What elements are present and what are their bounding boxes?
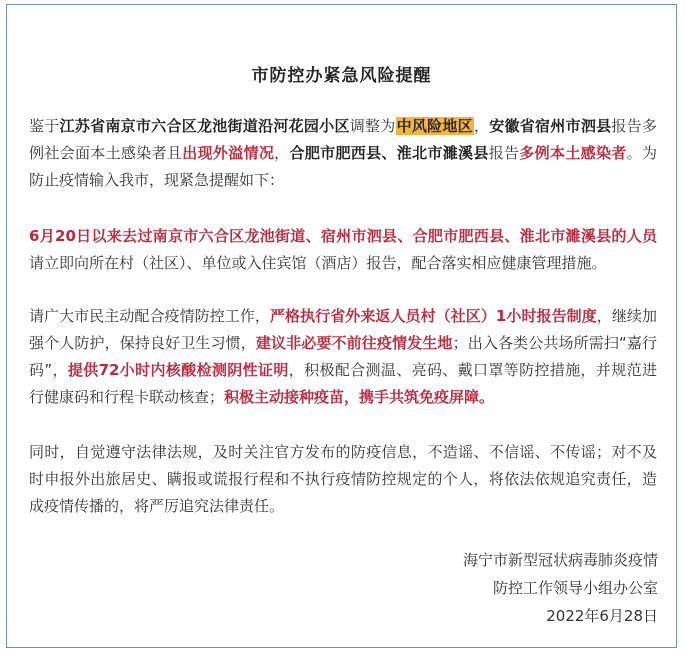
report-rule-warning: 严格执行省外来返人员村（社区）1小时报告制度 — [269, 307, 597, 325]
text-segment: 请广大市民主动配合疫情防控工作， — [29, 307, 270, 325]
text-segment: 调整为 — [349, 117, 396, 135]
text-segment: 请立即向所在村（社区）、单位或入住宾馆（酒店）报告，配合落实相应健康管理措施。 — [29, 254, 607, 272]
vaccine-warning: 积极主动接种疫苗，携手共筑免疫屏障。 — [224, 388, 495, 406]
text-segment: 。为防止疫情输入我市，现紧急提醒如下： — [29, 144, 657, 189]
text-segment: 同时，自觉遵守法律法规，及时关注官方发布的防疫信息，不造谣、不信谣、不传谣；对不及时申报外出旅居史、瞒报或谎报行程和不执行疫情防控规定的个人，将依法依规追究责任，造成疫情传播的，将严厉追究法律责任。 — [29, 443, 657, 515]
spillover-warning: 出现外溢情况 — [182, 144, 275, 162]
local-cases-warning: 多例本土感染者 — [519, 144, 627, 162]
nucleic-test-warning: 提供72小时内核酸检测阴性证明 — [67, 361, 289, 379]
travel-advice-warning: 建议非必要不前往疫情发生地 — [255, 334, 453, 352]
text-segment: ， — [274, 144, 290, 162]
signature-date: 2022年6月28日 — [546, 607, 658, 625]
location-feixi-suixi: 合肥市肥西县、淮北市濉溪县 — [289, 144, 489, 162]
notice-frame — [6, 4, 677, 648]
text-segment: 报告 — [488, 144, 520, 162]
paragraph-travelers — [29, 223, 657, 277]
text-segment: ，继续加强个人防护，保持良好卫生习惯， — [29, 307, 657, 352]
location-nanjing: 江苏省南京市六合区龙池街道沿河花园小区 — [59, 117, 350, 135]
paragraph-legal — [29, 439, 657, 520]
text-segment: ， — [473, 117, 490, 135]
paragraph-measures — [29, 303, 657, 411]
text-segment: ，积极配合测温、亮码、戴口罩等防控措施，并规范进行健康码和行程卡联动核查； — [29, 361, 657, 406]
signature-line-2: 防控工作领导小组办公室 — [492, 579, 658, 597]
medium-risk-highlight: 中风险地区 — [396, 117, 473, 135]
text-segment: 鉴于 — [29, 117, 60, 135]
travelers-warning: 6月20日以来去过南京市六合区龙池街道、宿州市泗县、合肥市肥西县、淮北市濉溪县的人员 — [29, 227, 657, 245]
location-sixian: 安徽省宿州市泗县 — [489, 117, 612, 135]
signature-line-1: 海宁市新型冠状病毒肺炎疫情 — [462, 551, 658, 569]
text-segment: 报告多例社会面本土感染者且 — [29, 117, 657, 162]
paragraph-situation — [29, 113, 657, 194]
text-segment: ；出入各类公共场所需扫“嘉行码”， — [29, 334, 657, 379]
notice-title: 市防控办紧急风险提醒 — [251, 66, 432, 86]
